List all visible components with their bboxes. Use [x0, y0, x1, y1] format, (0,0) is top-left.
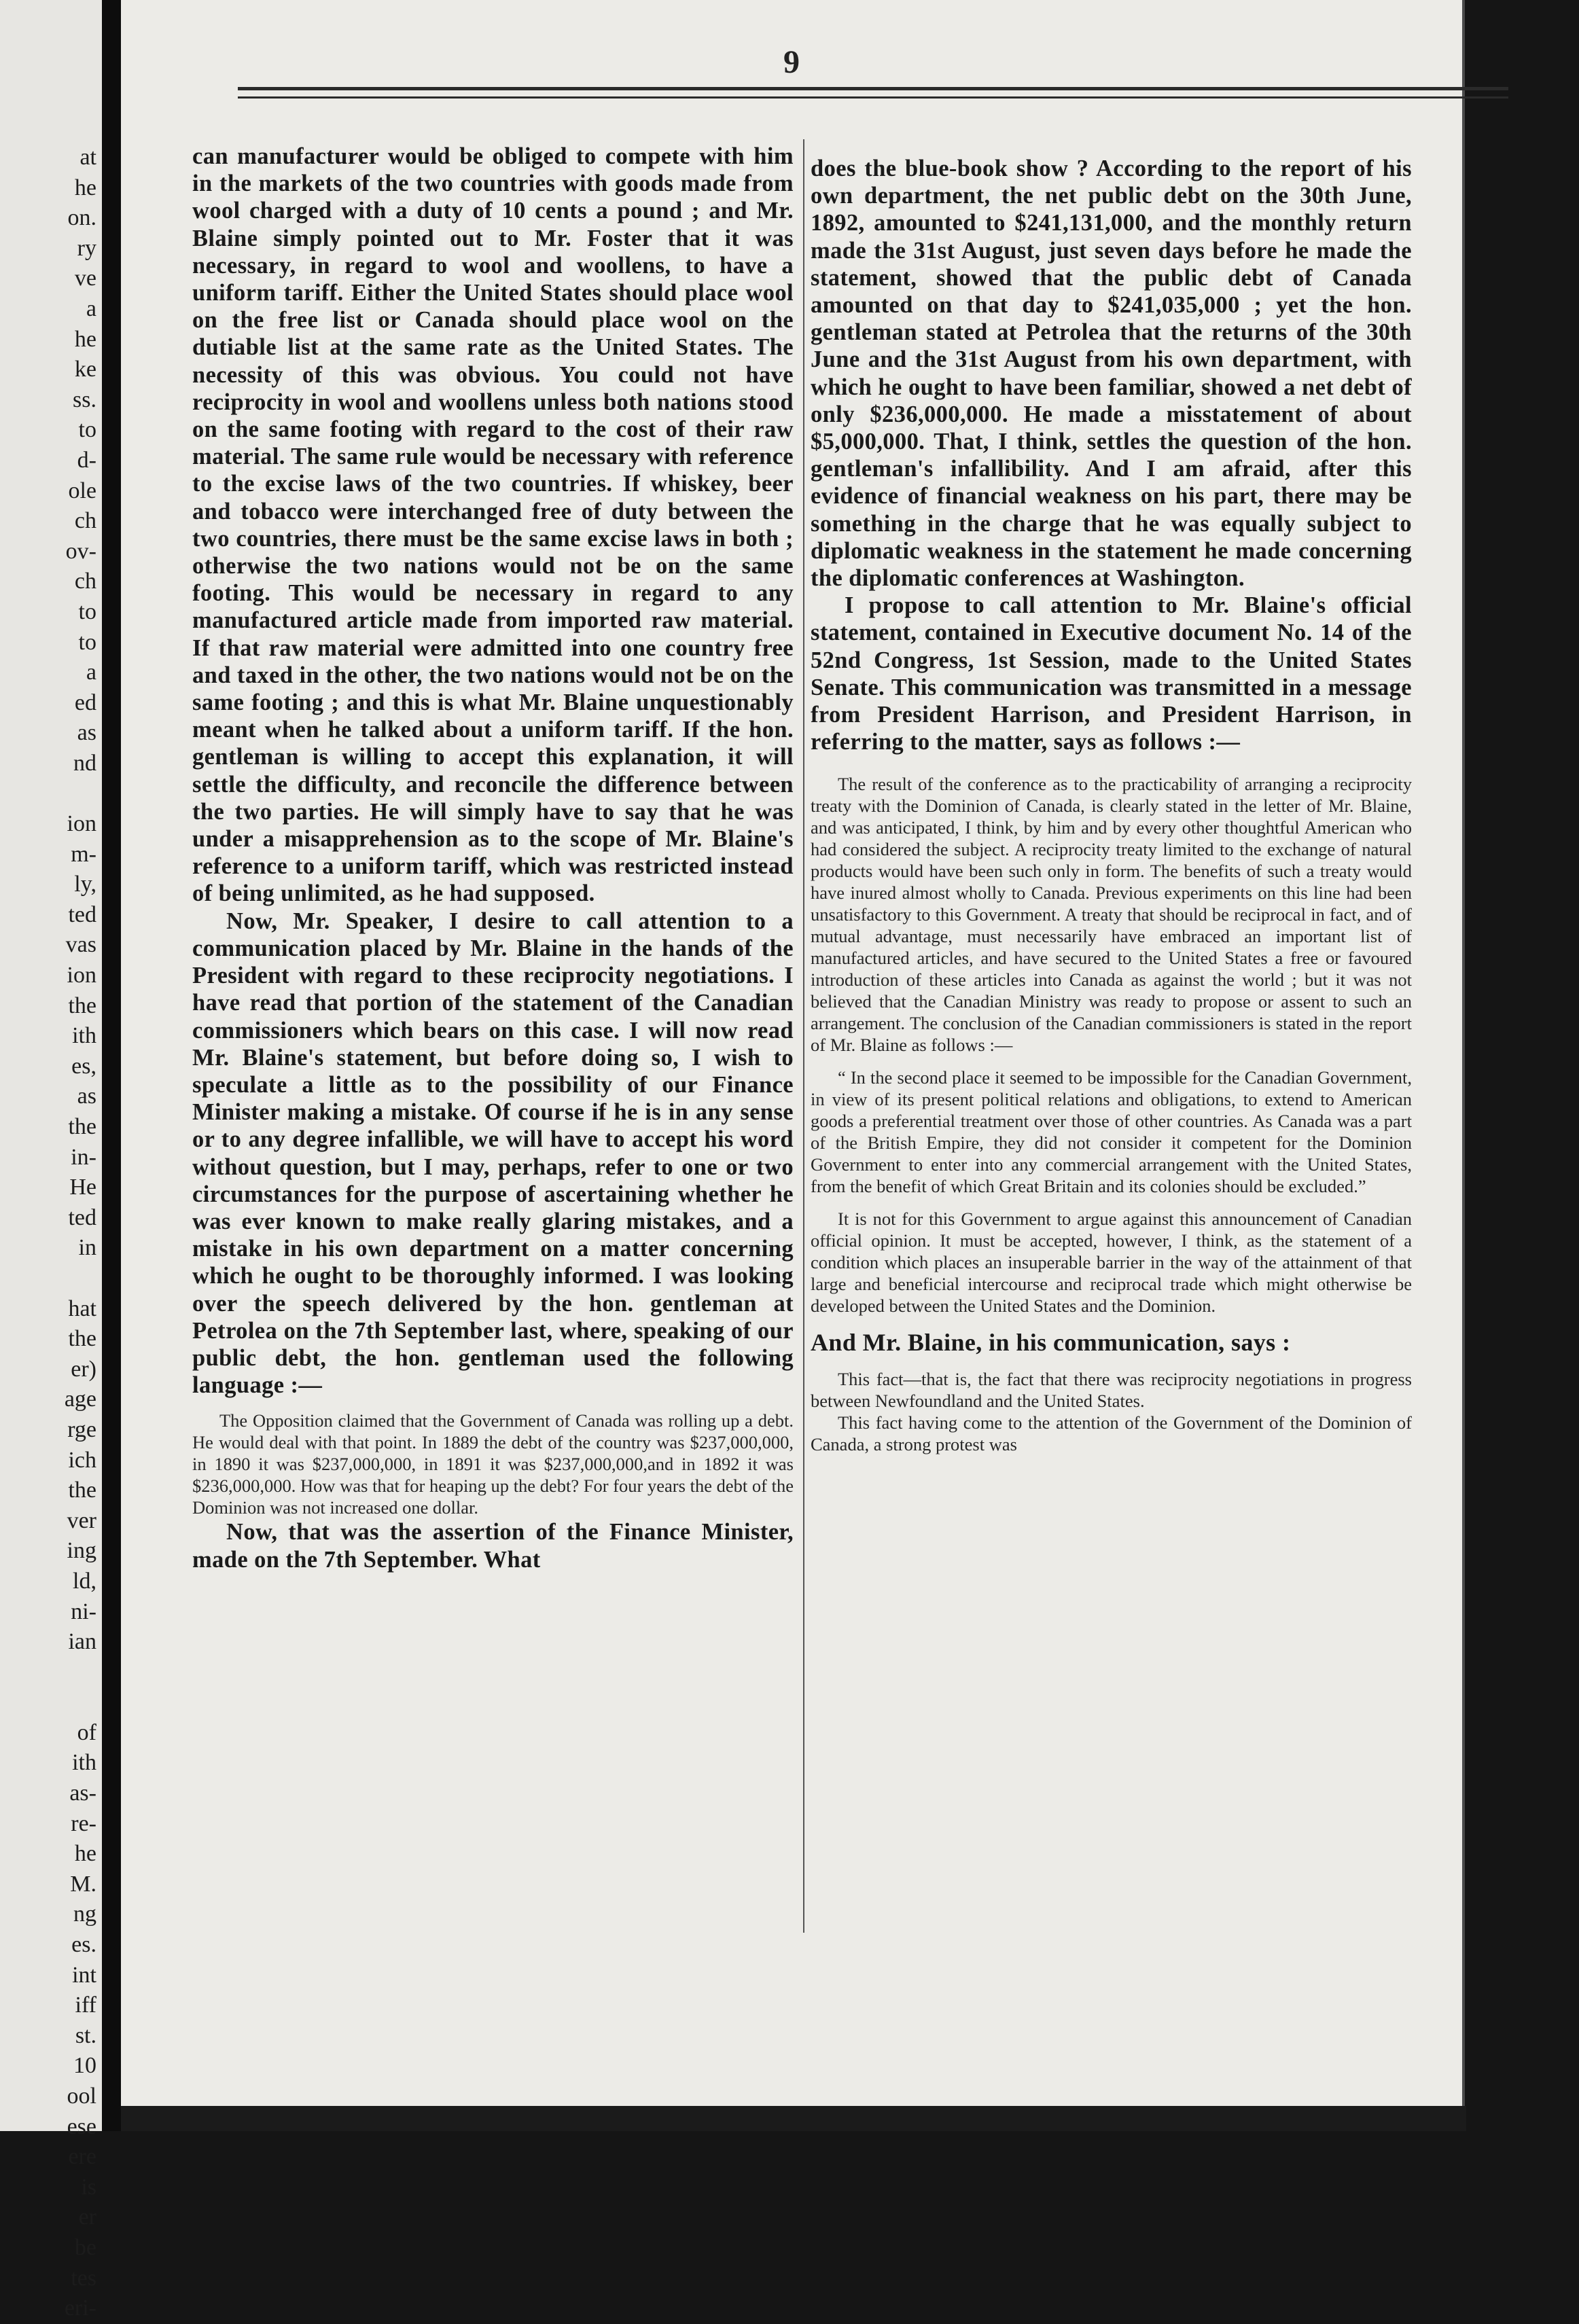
scan-bottom-shadow — [121, 2106, 1466, 2131]
right-paragraph-1: does the blue-book show ? According to the report of his own department, the net public debt on the 30th June, 1892, amounted to $241,131,000, and the monthly return made the 31st August, just seven days before he made the statement, showed that the public debt of Canada amounted on that day to $241,035,000 ; yet the hon. gentleman stated at Petrolea that the returns of the 30th June and the 31st August from his own department, with which he ought to have been familiar, showed a net debt of only $236,000,000. He made a misstatement of about $5,000,000. That, I think, settles the question of the hon. gentleman's infallibility. And I am afraid, after this evidence of financial weakness on his part, there may be something in the charge that he was equally subject to diplomatic weakness in the statement he made concerning the diplomatic conferences at Washington. — [811, 156, 1412, 592]
right-quote-1: The result of the conference as to the practicability of arranging a reciprocity treaty with the Dominion of Canada, is clearly stated in the letter of Mr. Blaine, and was anticipated, I think, by him and by every other thoughtful American who had considered the subject. A reciprocity treaty limited to the exchange of natural products would have been such only in form. The benefits of such a treaty would have inured almost wholly to Canada. Previous experiments on this line had been unsatisfactory to this Government. A treaty that should be reciprocal in fact, and of mutual advantage, must necessarily have embraced an important list of manufactured articles, and have secured to the United States a free or favoured introduction of these articles into Canada as against the world ; but it was not believed that the Canadian Ministry was ready to propose or assent to such an arrangement. The conclusion of the Canadian commissioners is stated in the report of Mr. Blaine as follows :— — [811, 774, 1412, 1056]
header-rule-thick — [238, 87, 1508, 90]
left-column — [192, 143, 794, 1573]
previous-page-text-fragments: at he on. ry ve a he ke ss. to d- ole ch ov- ch to to a ed as nd ion m- ly, ted vas ion the ith es, as the in- He ted in hat the er) age rge ich the ver ing ld, ni- ian of ith as- re- he M. ng es. int iff st. 10 ool ese ere is er be tes eri- — [64, 145, 96, 2321]
header-rule-thin — [238, 96, 1508, 99]
right-quote-2: “ In the second place it seemed to be impossible for the Canadian Government, in view of its present political relations and obligations, to extend to American goods a preferential treatment over those of other countries. As Canada was a part of the British Empire, they did not consider it competent for the Dominion Government to enter into any commercial arrangement with the United States, from the benefit of which Great Britain and its colonies should be excluded.” — [811, 1067, 1412, 1197]
left-paragraph-1: can manufacturer would be obliged to compete with him in the markets of the two countries with goods made from wool charged with a duty of 10 cents a pound ; and Mr. Blaine simply pointed out to Mr. Foster that it was necessary, in regard to wool and woollens, to have a uniform tariff. Either the United States should place wool on the free list or Canada should place wool on the dutiable list at the same rate as the United States. The necessity of this was obvious. You could not have reciprocity in wool and woollens unless both nations stood on the same footing with regard to the cost of their raw material. The same rule would be necessary with reference to the excise laws of the two countries. If whiskey, beer and tobacco were interchanged free of duty between the two countries, there must be the same excise laws in both ; otherwise the two nations would not be on the same footing. This would be necessary in regard to any manufactured article made from imported raw material. If that raw material were admitted into one country free and taxed in the other, the two nations would not be on the same footing ; and this is what Mr. Blaine unquestionably meant when he talked about a uniform tariff. If the hon. gentleman is willing to accept this explanation, it will settle the difficulty, and reconcile the difference between the two parties. He will simply have to say that he was under a misapprehension as to the scope of Mr. Blaine's reference to a uniform tariff, which was restricted instead of being unlimited, as he had supposed. — [192, 143, 794, 907]
left-quote-1: The Opposition claimed that the Government of Canada was rolling up a debt. He would deal with that point. In 1889 the debt of the country was $237,000,000, in 1890 it was $237,000,000, in 1891 it was $237,000,000,and in 1892 it was $236,000,000. How was that for heaping up the debt? For four years the debt of the Dominion was not increased one dollar. — [192, 1410, 794, 1518]
left-paragraph-3: Now, that was the assertion of the Finance Minister, made on the 7th September. What — [192, 1519, 794, 1573]
right-quote-4: This fact—that is, the fact that there was reciprocity negotiations in progress between Newfoundland and the United States. — [811, 1369, 1412, 1412]
right-subheading: And Mr. Blaine, in his communication, says : — [811, 1329, 1291, 1357]
previous-page-edge — [0, 0, 102, 2321]
page-number: 9 — [783, 44, 800, 80]
right-paragraph-2: I propose to call attention to Mr. Blaine's official statement, contained in Executive document No. 14 of the 52nd Congress, 1st Session, made to the United States Senate. This communication was transmitted in a message from President Harrison, and President Harrison, in referring to the matter, says as follows :— — [811, 592, 1412, 755]
column-divider — [803, 139, 804, 1933]
right-column — [811, 155, 1412, 1455]
right-quote-5: This fact having come to the attention of the Government of the Dominion of Canada, a strong protest was — [811, 1412, 1412, 1455]
document-page — [121, 0, 1465, 2106]
left-paragraph-2: Now, Mr. Speaker, I desire to call attention to a communication placed by Mr. Blaine in the hands of the President with regard to these reciprocity negotiations. I have read that portion of the statement of the Canadian commissioners which bears on this case. I will now read Mr. Blaine's statement, but before doing so, I wish to speculate a little as to the possibility of our Finance Minister making a mistake. Of course if he is in any sense or to any degree infallible, we will have to accept his word without question, but I may, perhaps, refer to one or two circumstances for the purpose of ascertaining whether he was ever known to make really glaring mistakes, and a mistake in his own department on a matter concerning which he ought to be thoroughly informed. I was looking over the speech delivered by the hon. gentleman at Petrolea on the 7th September last, where, speaking of our public debt, the hon. gentleman used the following language :— — [192, 908, 794, 1399]
book-gutter — [102, 0, 121, 2131]
right-quote-3: It is not for this Government to argue against this announcement of Canadian official opinion. It must be accepted, however, I think, as the statement of a condition which places an insuperable barrier in the way of the attainment of that large and beneficial intercourse and reciprocal trade which might otherwise be developed between the United States and the Dominion. — [811, 1209, 1412, 1317]
